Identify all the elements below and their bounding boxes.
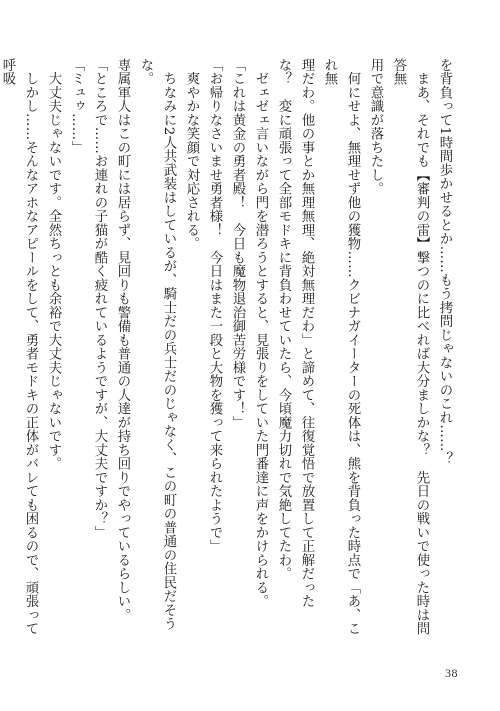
text-line: 用で意識が落ちたし。: [368, 58, 383, 196]
text-line: まあ、それでも【審判の雷】撃つのに比べれば大分ましかな？ 先日の戦いで使った時は問答無: [391, 58, 429, 636]
text-line: を背負って1時間歩かせるとか……もう拷問じゃないのこれ……？: [437, 58, 452, 466]
text-line: 理だわ。他の事とか無理無理、絶対無理だわ」と諦めて、往復覚悟で放置して正解だった: [299, 58, 314, 608]
text-line: 爽やかな笑顔で対応される。: [184, 58, 199, 251]
text-line: しかし……そんなアホなアピールをして、勇者モドキの正体がバレても困るので、頑張って呼吸: [0, 58, 38, 636]
text-line: 大丈夫じゃないです。全然ちっとも余裕で大丈夫じゃないです。: [46, 58, 61, 471]
text-line: 「ミュゥ……」: [69, 58, 84, 155]
text-line: な？ 変に頑張って全部モドキに背負わせていたら、今頃魔力切れで気絶してたわ。: [276, 58, 291, 581]
page-number: 38: [445, 666, 458, 680]
text-line: 何にせよ、無理せず他の獲物……クビナガイーターの死体は、熊を背負った時点で「あ、これ無: [322, 58, 360, 636]
vertical-text-block: [0, 58, 456, 638]
text-line: 「ところで……お連れの子猫が酷く疲れているようですが、大丈夫ですか？」: [92, 58, 107, 540]
text-line: 「これは黄金の勇者殿！ 今日も魔物退治御苦労様です！」: [230, 58, 245, 430]
text-line: ゼェゼェ言いながら門を潜ろうとすると、見張りをしていた門番達に声をかけられる。: [253, 58, 268, 608]
text-line: 専属軍人はこの町には居らず、見回りも警備も普通の人達が持ち回りでやっているらしい。: [115, 58, 130, 622]
text-line: 「お帰りなさいませ勇者様！ 今日はまた一段と大物を獲って来られたようで」: [207, 58, 222, 553]
text-line: ちなみに2人共武装はしているが、騎士だの兵士だのじゃなく、この町の普通の住民だそうな。: [138, 58, 176, 631]
